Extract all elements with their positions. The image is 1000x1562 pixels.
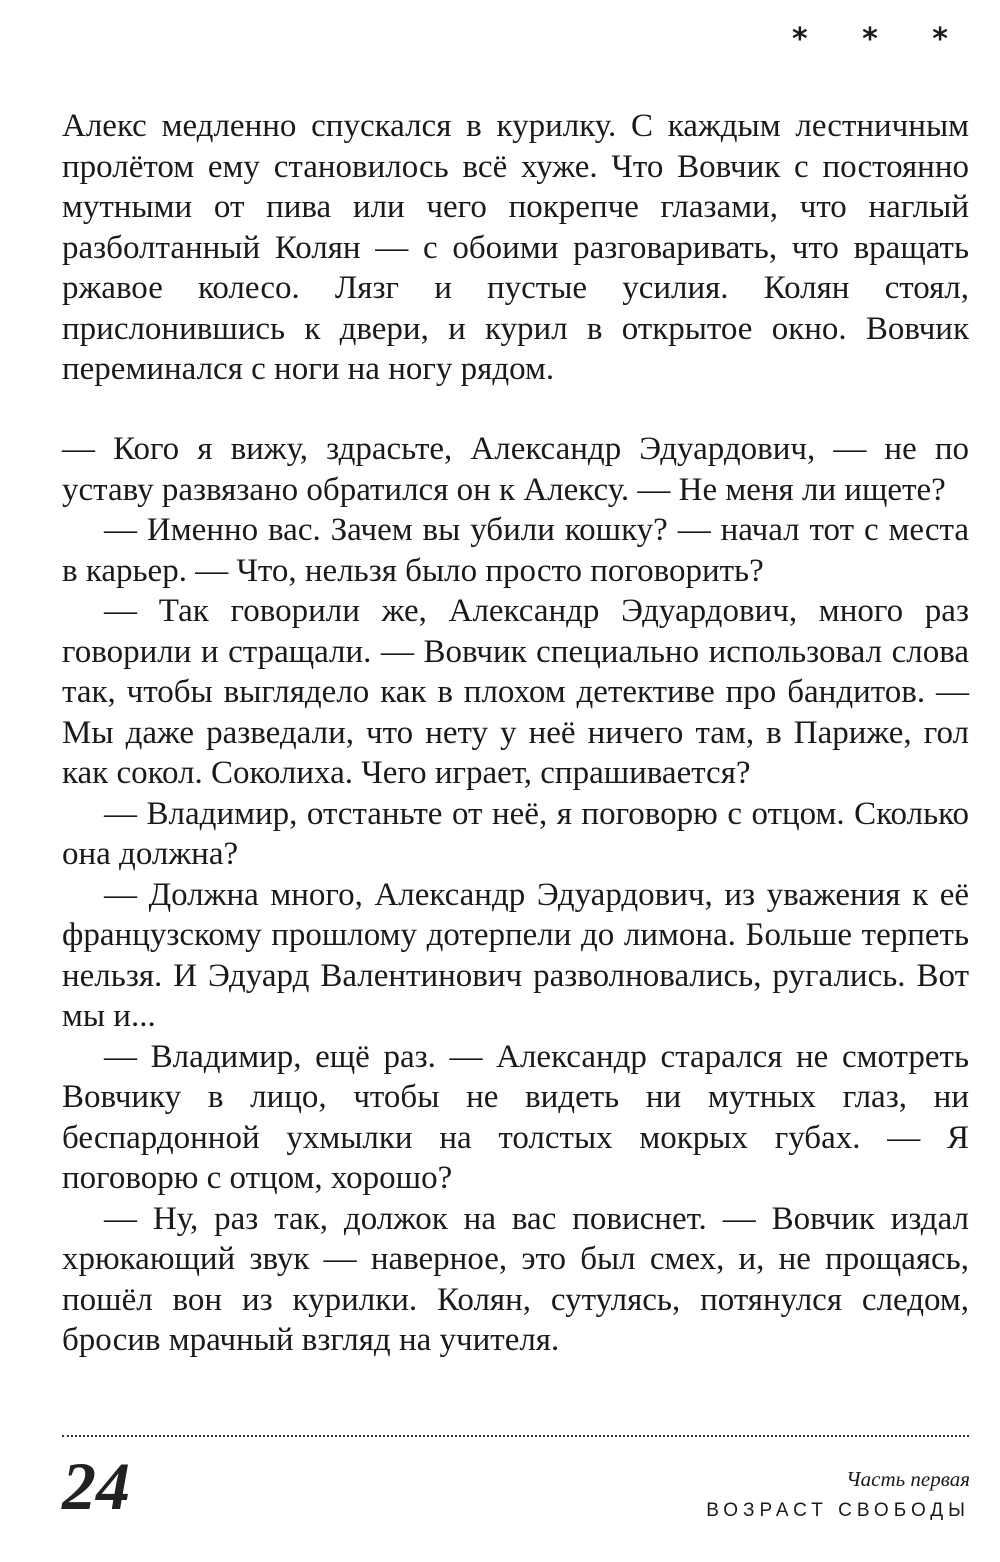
dialogue-line: — Именно вас. Зачем вы убили кошку? — начал тот с места в карьер. — Что, нельзя было просто поговорить?	[62, 512, 969, 589]
intro-paragraph: Алекс медленно спускался в курилку. С каждым лестничным пролётом ему становилось всё хуже. Что Вовчик с постоянно мутными от пива или чего покрепче глазами, что наглый разболтанный Колян — с обоими разговаривать, что вращать ржавое колесо. Лязг и пустые усилия. Колян стоял, прислонившись к двери, и курил в открытое окно. Вовчик переминался с ноги на ногу рядом.	[62, 108, 969, 387]
part-title: Часть первая	[846, 1467, 970, 1491]
dialogue-line: — Должна много, Александр Эдуардович, из уважения к её французскому прошлому дотерпели до лимона. Больше терпеть нельзя. И Эдуард Валентинович разволновались, ругались. Вот мы и...	[62, 876, 969, 1034]
page-number: 24	[62, 1448, 130, 1524]
dialogue-block	[62, 429, 969, 1361]
dialogue-line: — Владимир, отстаньте от неё, я поговорю с отцом. Сколько она должна?	[62, 795, 969, 872]
intro-paragraph-block	[62, 106, 969, 390]
book-title: ВОЗРАСТ СВОБОДЫ	[706, 1500, 970, 1521]
running-footer	[706, 1465, 970, 1529]
dialogue-line: — Ну, раз так, должок на вас повиснет. — Вовчик издал хрюкающий звук — наверное, это был смех, и, не прощаясь, пошёл вон из курилки. Колян, сутулясь, потянулся следом, бросив мрачный взгляд на учителя.	[62, 1200, 969, 1358]
dialogue-line: — Так говорили же, Александр Эдуардович, много раз говорили и стращали. — Вовчик специально использовал слова так, чтобы выглядело как в плохом детективе про бандитов. — Мы даже разведали, что нету у неё ничего там, в Париже, гол как сокол. Соколиха. Чего играет, спрашивается?	[62, 593, 969, 791]
footer-divider	[62, 1435, 969, 1437]
dialogue-line: — Владимир, ещё раз. — Александр старался не смотреть Вовчику в лицо, чтобы не видеть ни мутных глаз, ни беспардонной ухмылки на толстых мокрых губах. — Я поговорю с отцом, хорошо?	[62, 1038, 969, 1196]
dialogue-line: — Кого я вижу, здрасьте, Александр Эдуардович, — не по уставу развязано обратился он к Алексу. — Не меня ли ищете?	[62, 431, 969, 508]
section-break: * * *	[792, 22, 970, 57]
